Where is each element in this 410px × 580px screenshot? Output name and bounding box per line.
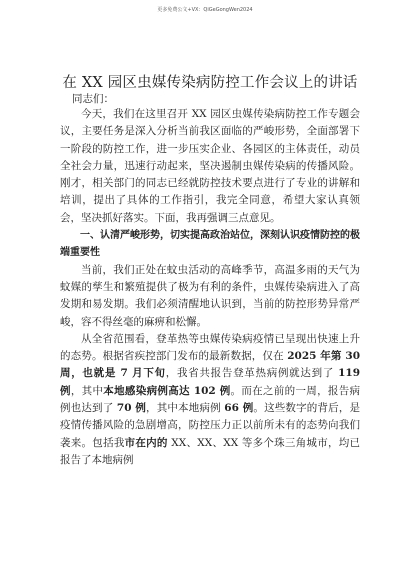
text-run: 。这些数字的背后，是疫情传播风险的急剧增高，防控压力正以前所未有的态势向我们袭来。包括我 (60, 402, 360, 449)
text-run: ，其中 (70, 384, 104, 397)
text-run: ，其中本地病例 (146, 402, 225, 415)
salutation: 同志们： (72, 93, 114, 105)
section-heading-1: 一、认清严峻形势，切实提高政治站位，深刻认识疫情防控的极端重要性 (60, 230, 360, 259)
text-run: ，我省共报告登革热病例就达到了 (165, 367, 339, 380)
bold-run: 119 例 (60, 367, 360, 397)
text-run: 。而在之前的一周，报告病例也达到了 (60, 384, 361, 415)
bold-run: 市在内的 (124, 436, 168, 449)
intro-paragraph: 今天，我们在这里召开 XX 园区虫媒传染病防控工作专题会议，主要任务是深入分析当前我区面临的严峻形势，全面部署下一阶段的防控工作，进一步压实企业、各园区的主体责任，动员全社会力量，迅速行动起来，坚决遏制虫媒传染病的传播风险。刚才，相关部门的同志已经就防控技术要点进行了专业的讲解和培训，提出了具体的工作指引，我完全同意，希望大家认真领会，坚决抓好落实。下面，我再强调三点意见。 (60, 108, 360, 224)
document-page (60, 74, 360, 469)
bold-run: 70 例 (116, 402, 147, 415)
header-note: 更多免费公文+VX：QiGeGongWen2024 (157, 7, 253, 13)
bold-run: 66 例 (224, 402, 254, 415)
bold-run: 本地感染病例高达 102 例 (103, 384, 231, 397)
paragraph-situation: 当前，我们正处在蚊虫活动的高峰季节，高温多雨的天气为蚊媒的孳生和繁殖提供了极为有利的条件，虫媒传染病进入了高发期和易发期。我们必须清醒地认识到，当前的防控形势异常严峻，容不得丝毫的麻痹和松懈。 (60, 263, 360, 328)
paragraph-statistics (60, 331, 360, 469)
text-run: XX、XX、XX 等多个珠三角城市，均已报告了本地病例 (60, 436, 361, 466)
text-run: 从全省范围看，登革热等虫媒传染病疫情已呈现出快速上升的态势。根据省疾控部门发布的最新数据，仅在 (60, 332, 360, 363)
document-title: 在 XX 园区虫媒传染病防控工作会议上的讲话 (62, 75, 358, 91)
bold-run: 2025 年第 30 周，也就是 7 月下旬 (60, 350, 360, 380)
